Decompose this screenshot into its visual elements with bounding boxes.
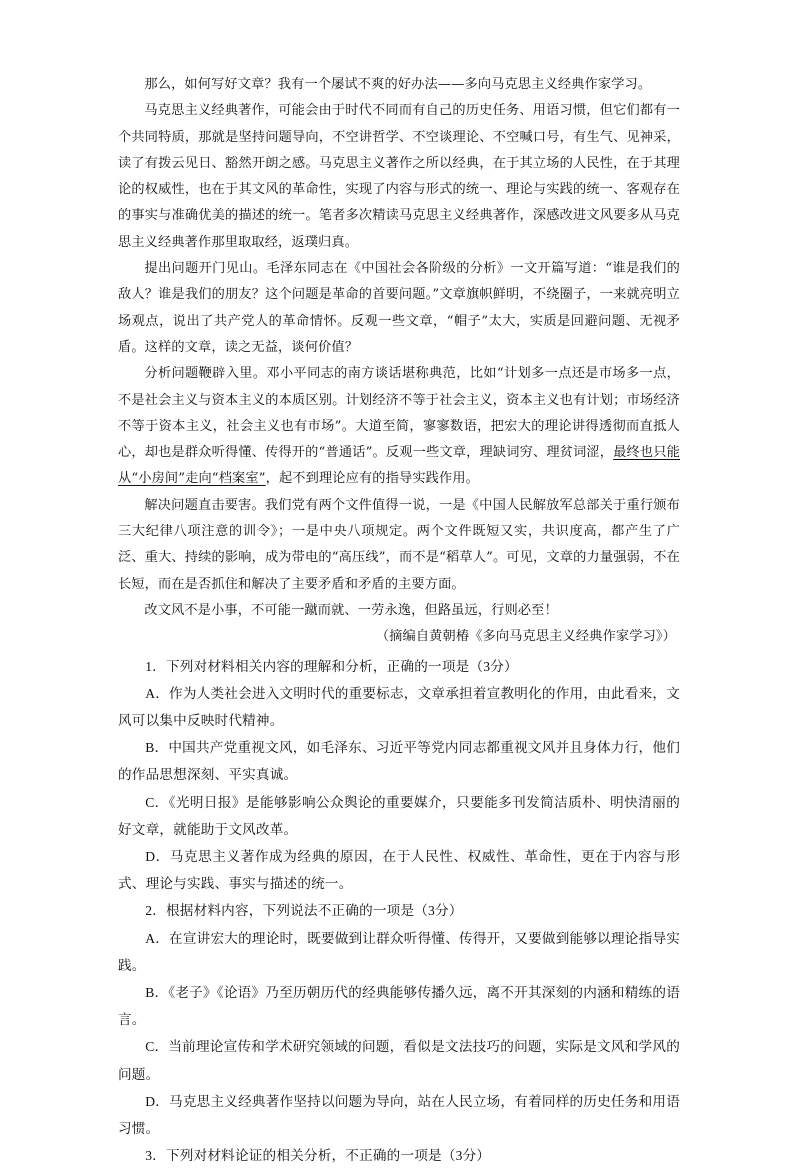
question-3-stem: 3．下列对材料论证的相关分析，不正确的一项是（3分） [145, 1148, 491, 1164]
question-1-stem: 1．下列对材料相关内容的理解和分析，正确的一项是（3分） [145, 658, 518, 674]
article-paragraph-6: 改文风不是小事，不可能一蹴而就、一劳永逸，但路虽远，行则必至！ [144, 602, 558, 618]
document-page [118, 72, 680, 1169]
question-1-option-b: B．中国共产党重视文风，如毛泽东、习近平等党内同志都重视文风并且身体力行，他们的作品思想深刻、平实真诚。 [118, 740, 680, 783]
question-1-option-c: C．《光明日报》是能够影响公众舆论的重要媒介，只要能多刊发简洁质朴、明快清丽的好文章，就能助于文风改革。 [118, 794, 680, 837]
paragraph-4-main: 分析问题鞭辟入里。邓小平同志的南方谈话堪称典范，比如“计划多一点还是市场多一点，不是社会主义与资本主义的本质区别。计划经济不等于社会主义，资本主义也有计划；市场经济不等于资本主义，社会主义也有市场”。大道至简，寥寥数语，把宏大的理论讲得透彻而直抵人心，却也是群众听得懂、传得开的“普通话”。反观一些文章，理缺词穷、理贫词涩， [118, 366, 680, 461]
question-2-option-a: A．在宣讲宏大的理论时，既要做到让群众听得懂、传得开，又要做到能够以理论指导实践。 [118, 930, 680, 973]
question-2-stem: 2．根据材料内容，下列说法不正确的一项是（3分） [145, 903, 463, 919]
article-source: （摘编自黄朝椿《多向马克思主义经典作家学习》） [375, 629, 676, 645]
question-list [118, 653, 680, 1169]
article-paragraph-5: 解决问题直击要害。我们党有两个文件值得一说，一是《中国人民解放军总部关于重行颁布三大纪律八项注意的训令》；一是中央八项规定。两个文件既短又实，共识度高，都产生了广泛、重大、持续的影响，成为带电的“高压线”，而不是“稻草人”。可见，文章的力量强弱，不在长短，而在是否抓住和解决了主要矛盾和矛盾的主要方面。 [118, 497, 680, 592]
article-paragraph-1: 那么，如何写好文章？我有一个屡试不爽的好办法——多向马克思主义经典作家学习。 [144, 77, 652, 92]
question-1-option-a: A．作为人类社会进入文明时代的重要标志，文章承担着宣教明化的作用，由此看来，文风可以集中反映时代精神。 [118, 685, 680, 728]
paragraph-4-tail: ，起不到理论应有的指导实践作用。 [265, 471, 480, 487]
article-paragraph-3: 提出问题开门见山。毛泽东同志在《中国社会各阶级的分析》一文开篇写道：“谁是我们的敌人？谁是我们的朋友？这个问题是革命的首要问题。”文章旗帜鲜明，不绕圈子，一来就亮明立场观点，说出了共产党人的革命情怀。反观一些文章，“帽子”太大，实质是回避问题、无视矛盾。这样的文章，读之无益，谈何价值？ [118, 261, 680, 355]
question-1-option-d: D．马克思主义著作成为经典的原因，在于人民性、权威性、革命性，更在于内容与形式、理论与实践、事实与描述的统一。 [118, 848, 680, 892]
question-2-option-d: D．马克思主义经典著作坚持以问题为导向，站在人民立场，有着同样的历史任务和用语习惯。 [118, 1093, 680, 1136]
question-2-option-b: B．《老子》《论语》乃至历朝历代的经典能够传播久远，离不开其深刻的内涵和精练的语言。 [118, 984, 680, 1028]
article-paragraph-2: 马克思主义经典著作，可能会由于时代不同而有自己的历史任务、用语习惯，但它们都有一个共同特质，那就是坚持问题导向，不空讲哲学、不空谈理论、不空喊口号，有生气、见神采，读了有拨云见日、豁然开朗之感。马克思主义著作之所以经典，在于其立场的人民性，在于其理论的权威性，也在于其文风的革命性，实现了内容与形式的统一、理论与实践的统一、客观存在的事实与准确优美的描述的统一。笔者多次精读马克思主义经典著作，深感改进文风要多从马克思主义经典著作那里取取经，返璞归真。 [118, 103, 680, 250]
article-body [118, 72, 680, 651]
underlined-sentence: 最终也只能从“小房间”走向“档案室” [118, 445, 681, 487]
article-paragraph-4 [118, 361, 680, 492]
question-2-option-c: C．当前理论宣传和学术研究领域的问题，看似是文法技巧的问题，实际是文风和学风的问题。 [118, 1039, 680, 1082]
